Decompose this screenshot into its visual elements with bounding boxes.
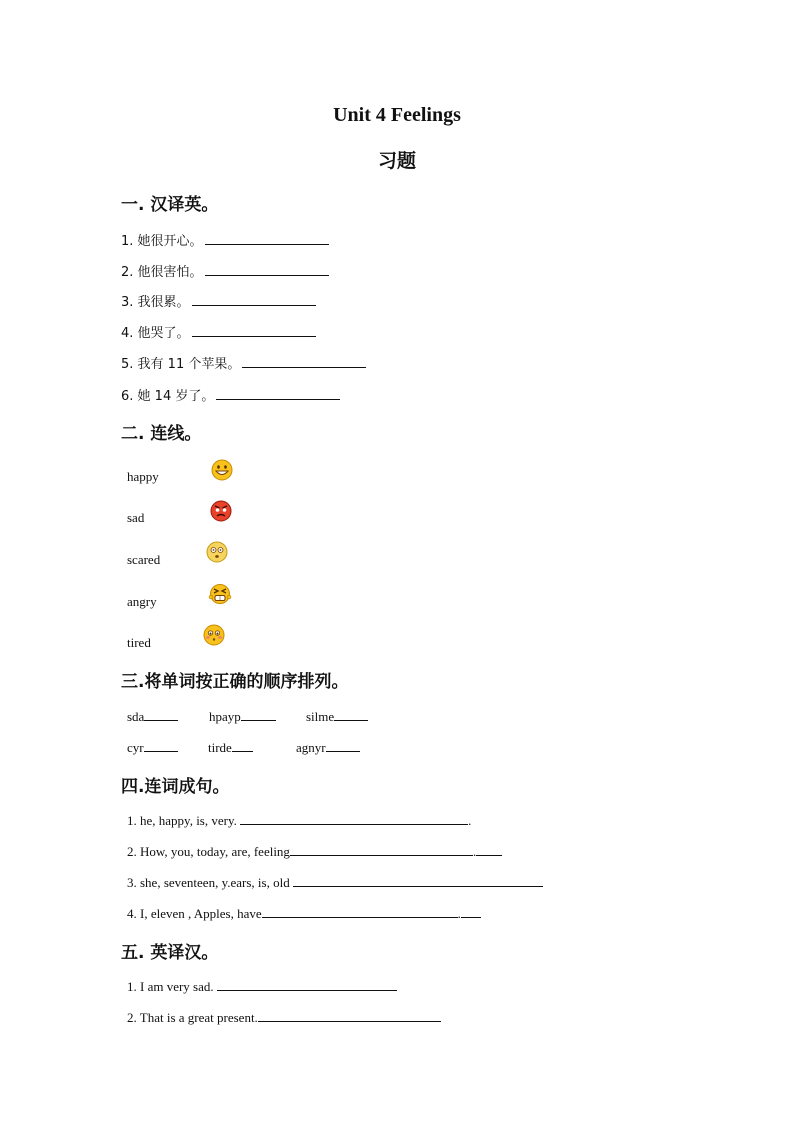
answer-blank[interactable] [262, 905, 458, 918]
answer-blank[interactable] [192, 324, 316, 337]
section-4-heading: 四.连词成句。 [121, 777, 230, 797]
answer-blank[interactable] [216, 387, 340, 400]
page-title: Unit 4 Feelings [333, 104, 461, 126]
answer-blank[interactable] [476, 843, 502, 856]
s1-item-6: 6. 她 14 岁了。 [121, 385, 340, 404]
answer-blank[interactable] [326, 739, 360, 752]
answer-blank[interactable] [293, 874, 543, 887]
s1-item-5: 5. 我有 11 个苹果。 [121, 353, 366, 372]
page-subtitle: 习题 [377, 150, 416, 172]
answer-blank[interactable] [217, 978, 397, 991]
dizzy-face-icon[interactable] [206, 541, 228, 563]
answer-blank[interactable] [144, 708, 178, 721]
section-3-heading: 三.将单词按正确的顺序排列。 [121, 672, 349, 692]
s5-item-1: 1. I am very sad. [127, 978, 397, 995]
answer-blank[interactable] [205, 232, 329, 245]
match-word-scared[interactable]: scared [127, 552, 161, 567]
scramble-sda: sda [127, 708, 178, 725]
section-2-heading: 二. 连线。 [121, 424, 202, 444]
s4-item-4: 4. I, eleven , Apples, have . [127, 905, 481, 922]
s5-item-2: 2. That is a great present. [127, 1009, 441, 1026]
match-word-happy[interactable]: happy [127, 469, 159, 484]
scramble-cyr: cyr [127, 739, 178, 756]
scramble-silme: silme [306, 708, 368, 725]
scramble-tirde: tirde [208, 739, 253, 756]
section-5-heading: 五. 英译汉。 [121, 943, 219, 963]
s4-item-3: 3. she, seventeen, y.ears, is, old [127, 874, 543, 891]
answer-blank[interactable] [205, 263, 329, 276]
answer-blank[interactable] [334, 708, 368, 721]
answer-blank[interactable] [240, 812, 468, 825]
answer-blank[interactable] [241, 708, 276, 721]
answer-blank[interactable] [192, 293, 316, 306]
crying-frustrated-face-icon[interactable] [208, 583, 232, 605]
answer-blank[interactable] [461, 905, 481, 918]
angry-red-face-icon[interactable] [210, 500, 232, 522]
match-word-sad[interactable]: sad [127, 510, 145, 525]
match-word-tired[interactable]: tired [127, 635, 151, 650]
answer-blank[interactable] [144, 739, 178, 752]
s1-item-1: 1. 她很开心。 [121, 230, 329, 249]
s1-item-4: 4. 他哭了。 [121, 322, 316, 341]
s4-item-1: 1. he, happy, is, very. . [127, 813, 472, 828]
answer-blank[interactable] [258, 1009, 441, 1022]
scramble-hpayp: hpayp [209, 708, 276, 725]
grinning-face-icon[interactable] [211, 459, 233, 481]
s1-item-3: 3. 我很累。 [121, 291, 316, 310]
s1-item-2: 2. 他很害怕。 [121, 261, 329, 280]
match-word-angry[interactable]: angry [127, 594, 157, 609]
answer-blank[interactable] [290, 843, 473, 856]
scramble-agnyr: agnyr [296, 739, 360, 756]
s4-item-2: 2. How, you, today, are, feeling . [127, 843, 502, 860]
answer-blank[interactable] [242, 355, 366, 368]
blushing-face-icon[interactable] [203, 624, 225, 646]
section-1-heading: 一. 汉译英。 [121, 195, 219, 215]
answer-blank[interactable] [232, 739, 253, 752]
